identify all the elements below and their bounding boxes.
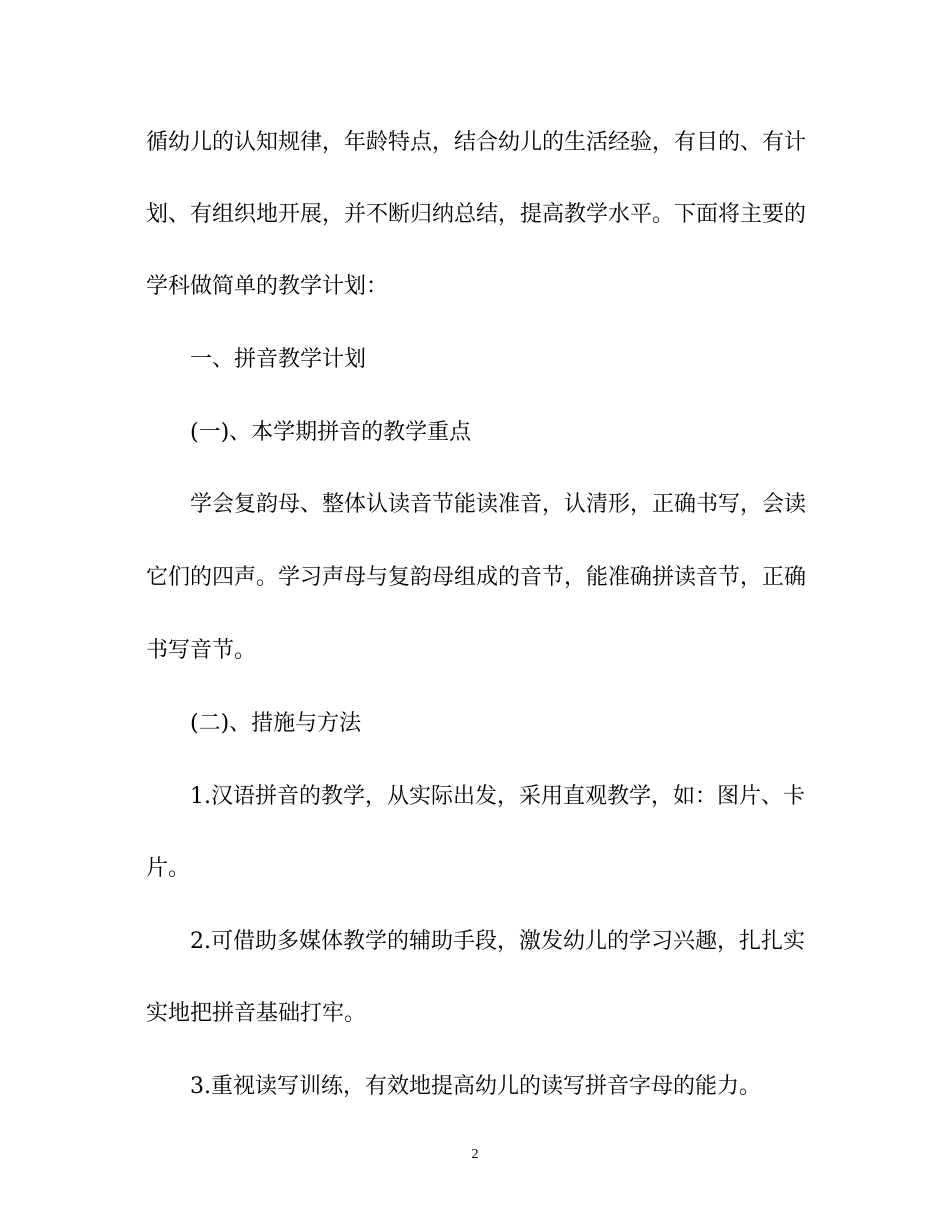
paragraph-line: 书写音节。: [146, 638, 257, 663]
subsection-heading: (二)、措施与方法: [190, 711, 362, 736]
list-item-line: 片。: [146, 856, 191, 881]
list-item-line: 1.汉语拼音的教学，从实际出发，采用直观教学，如：图片、卡: [190, 784, 805, 809]
page-number: 2: [471, 1147, 479, 1162]
paragraph-line: 循幼儿的认知规律，年龄特点，结合幼儿的生活经验，有目的、有计: [146, 130, 806, 155]
section-heading: 一、拼音教学计划: [190, 347, 367, 372]
list-item-line: 实地把拼音基础打牢。: [146, 1001, 367, 1026]
paragraph-line: 学科做简单的教学计划：: [146, 274, 389, 299]
list-item-line: 3.重视读写训练，有效地提高幼儿的读写拼音字母的能力。: [190, 1074, 761, 1099]
subsection-heading: (一)、本学期拼音的教学重点: [190, 420, 472, 445]
paragraph-line: 它们的四声。学习声母与复韵母组成的音节，能准确拼读音节，正确: [146, 565, 806, 590]
paragraph-line: 划、有组织地开展，并不断归纳总结，提高教学水平。下面将主要的: [146, 202, 806, 227]
paragraph-line: 学会复韵母、整体认读音节能读准音，认清形，正确书写，会读: [190, 492, 806, 517]
list-item-line: 2.可借助多媒体教学的辅助手段，激发幼儿的学习兴趣，扎扎实: [190, 929, 805, 954]
